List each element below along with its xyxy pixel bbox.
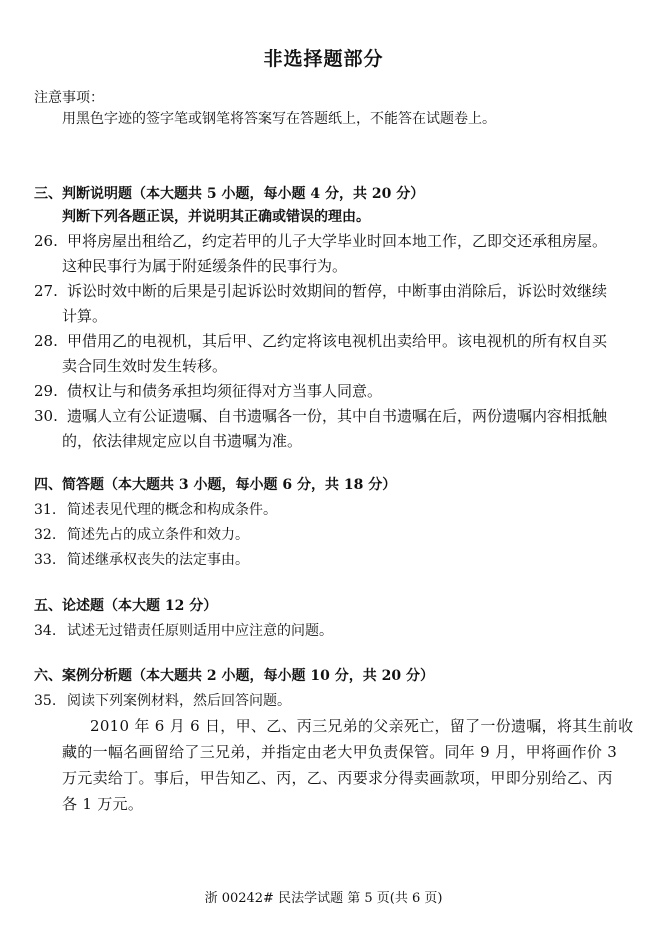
page-footer: 浙 00242# 民法学试题 第 5 页(共 6 页): [204, 891, 443, 906]
page-title: 非选择题部分: [263, 48, 384, 70]
notice-heading: 注意事项：: [34, 90, 104, 106]
question-31: [34, 499, 277, 519]
section-5-heading: 五、论述题（本大题 12 分）: [34, 598, 218, 614]
question-number: 31.: [34, 502, 57, 518]
question-text: 诉讼时效中断的后果是引起诉讼时效期间的暂停，中断事由消除后，诉讼时效继续: [67, 282, 608, 300]
question-27: [34, 280, 607, 301]
case-material-line-4: 各 1 万元。: [62, 795, 144, 813]
question-number: 30.: [34, 407, 58, 425]
question-28: [34, 330, 607, 351]
question-text: 债权让与和债务承担均须征得对方当事人同意。: [67, 382, 383, 400]
question-26-cont: 这种民事行为属于附延缓条件的民事行为。: [62, 257, 348, 275]
question-number: 34.: [34, 623, 57, 639]
question-text: 简述表见代理的概念和构成条件。: [67, 502, 277, 518]
question-32: [34, 524, 249, 544]
case-material-line-3: 万元卖给丁。事后，甲告知乙、丙，乙、丙要求分得卖画款项，甲即分别给乙、丙: [62, 769, 613, 787]
question-number: 33.: [34, 552, 57, 568]
notice-text: 用黑色字迹的签字笔或钢笔将答案写在答题纸上，不能答在试题卷上。: [62, 111, 496, 127]
question-29: [34, 380, 382, 401]
case-material-line-1: 2010 年 6 月 6 日，甲、乙、丙三兄弟的父亲死亡，留了一份遗嘱，将其生前收: [90, 717, 634, 735]
section-6-heading: 六、案例分析题（本大题共 2 小题，每小题 10 分，共 20 分）: [34, 668, 434, 684]
question-number: 32.: [34, 527, 57, 543]
question-number: 28.: [34, 332, 58, 350]
question-28-cont: 卖合同生效时发生转移。: [62, 357, 228, 375]
section-3-instruction: 判断下列各题正误，并说明其正确或错误的理由。: [62, 209, 370, 225]
section-3-heading: 三、判断说明题（本大题共 5 小题，每小题 4 分，共 20 分）: [34, 186, 425, 202]
question-text: 简述继承权丧失的法定事由。: [67, 552, 249, 568]
question-text: 甲将房屋出租给乙，约定若甲的儿子大学毕业时回本地工作，乙即交还承租房屋。: [67, 232, 608, 250]
question-text: 阅读下列案例材料，然后回答问题。: [67, 693, 291, 709]
question-text: 甲借用乙的电视机，其后甲、乙约定将该电视机出卖给甲。该电视机的所有权自买: [67, 332, 608, 350]
question-text: 遗嘱人立有公证遗嘱、自书遗嘱各一份，其中自书遗嘱在后，两份遗嘱内容相抵触: [67, 407, 608, 425]
question-30: [34, 405, 607, 426]
question-30-cont: 的，依法律规定应以自书遗嘱为准。: [62, 432, 303, 450]
question-number: 35.: [34, 693, 57, 709]
question-number: 26.: [34, 232, 58, 250]
question-33: [34, 549, 249, 569]
section-4-heading: 四、简答题（本大题共 3 小题，每小题 6 分，共 18 分）: [34, 477, 397, 493]
case-material-line-2: 藏的一幅名画留给了三兄弟，并指定由老大甲负责保管。同年 9 月，甲将画作价 3: [62, 743, 618, 761]
question-26: [34, 230, 607, 251]
question-34: [34, 620, 333, 640]
question-27-cont: 计算。: [62, 307, 108, 325]
question-text: 简述先占的成立条件和效力。: [67, 527, 249, 543]
question-text: 试述无过错责任原则适用中应注意的问题。: [67, 623, 333, 639]
question-number: 29.: [34, 382, 58, 400]
question-number: 27.: [34, 282, 58, 300]
question-35: [34, 690, 291, 710]
